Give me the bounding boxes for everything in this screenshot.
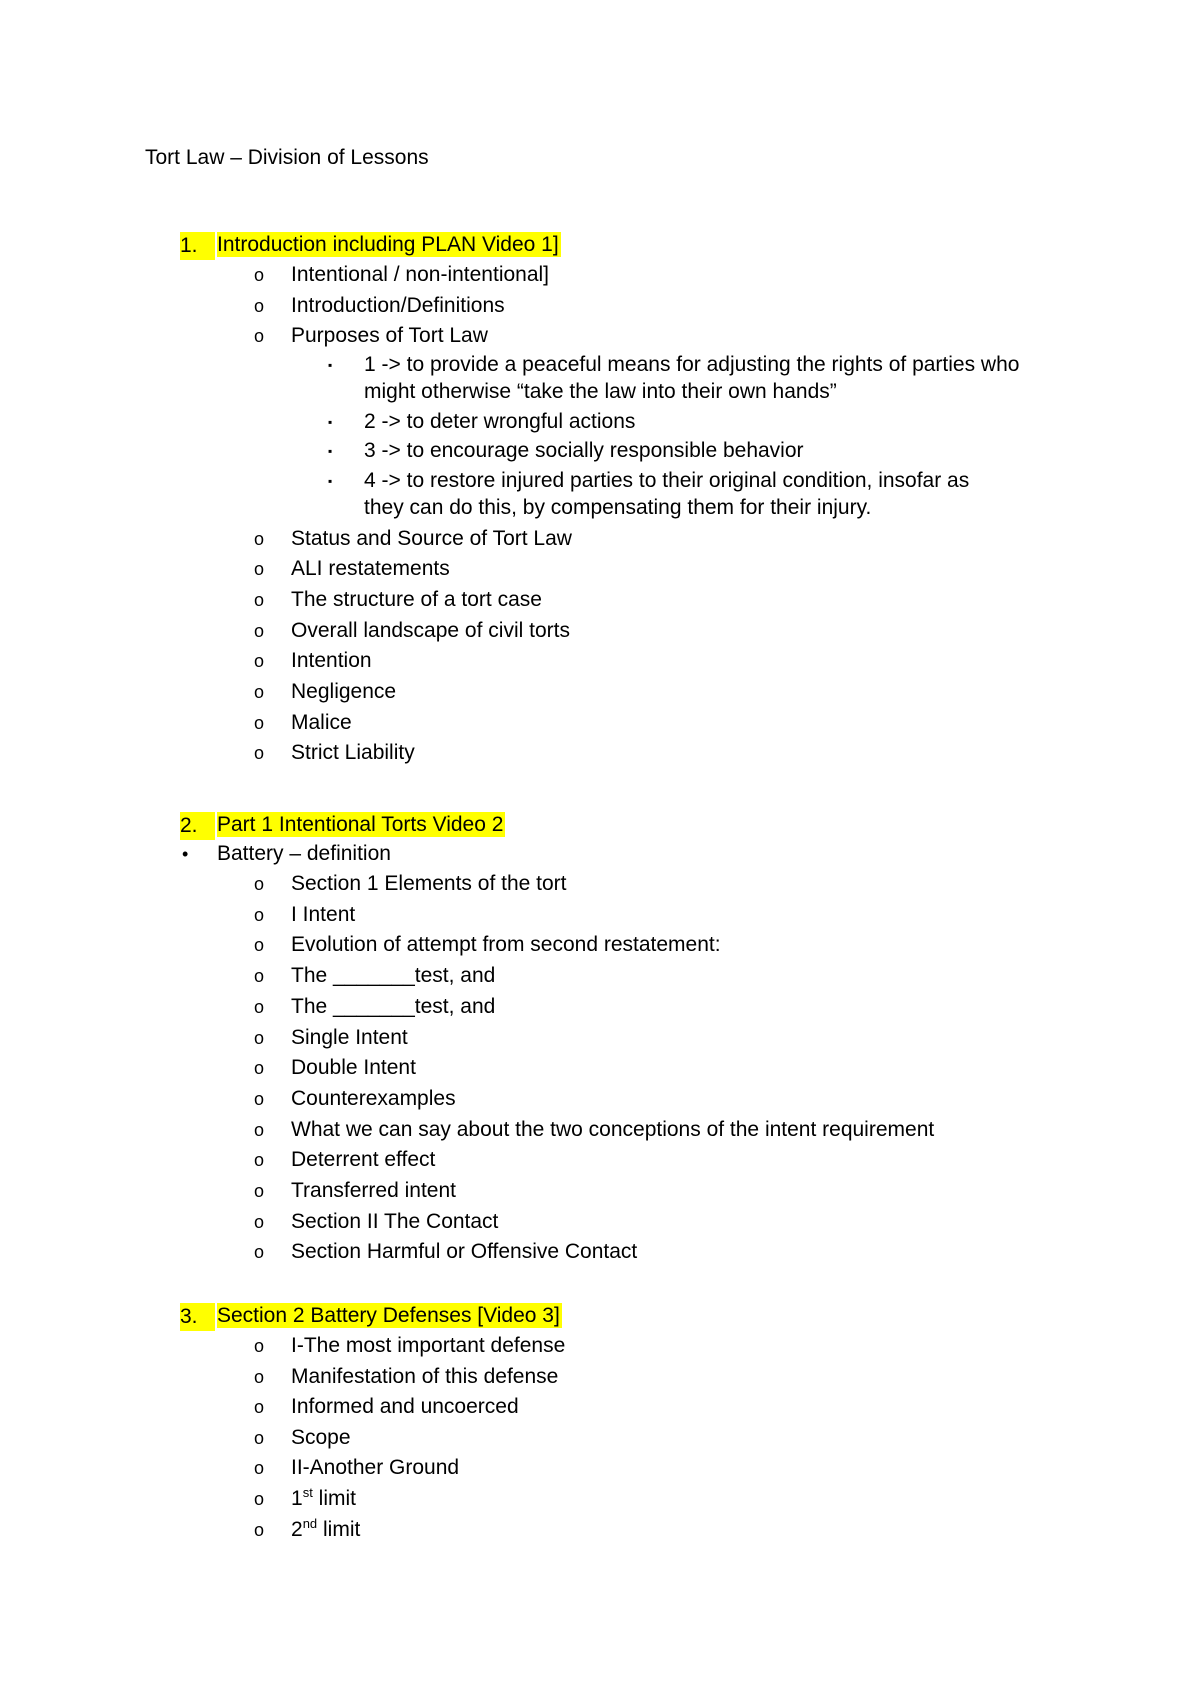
section-number: 1. <box>180 232 215 260</box>
list-item-text: Strict Liability <box>291 741 415 765</box>
list-item-text: Transferred intent <box>291 1179 456 1202</box>
circle-bullet-icon: o <box>254 874 265 894</box>
circle-bullet-icon: o <box>254 1366 265 1387</box>
list-item-text: Section II The Contact <box>291 1209 499 1233</box>
list-item-text: ALI restatements <box>291 557 450 581</box>
section-number: 2. <box>180 812 215 840</box>
circle-bullet-icon: o <box>254 1058 265 1079</box>
list-item-text: Section Harmful or Offensive Contact <box>291 1240 638 1264</box>
list-item-text: II-Another Ground <box>291 1456 460 1480</box>
square-bullet-icon: ▪ <box>328 444 333 458</box>
list-item-text: Negligence <box>291 680 397 703</box>
circle-bullet-icon: o <box>254 996 265 1017</box>
circle-bullet-icon: o <box>254 1397 265 1418</box>
circle-bullet-icon: o <box>254 265 265 285</box>
sub-list-item-continuation: might otherwise “take the law into their own hands” <box>364 379 837 403</box>
list-item-text: Intentional / non-intentional] <box>291 263 550 286</box>
list-item-text: The _______test, and <box>291 994 496 1018</box>
square-bullet-icon: ▪ <box>328 414 333 429</box>
section-heading <box>180 1303 562 1329</box>
section-heading <box>180 232 561 258</box>
circle-bullet-icon: o <box>254 559 265 580</box>
section-heading-text: Introduction including PLAN Video 1] <box>217 233 559 256</box>
document-title: Tort Law – Division of Lessons <box>145 146 429 169</box>
circle-bullet-icon: o <box>254 682 265 702</box>
list-item-text: I Intent <box>291 902 356 926</box>
circle-bullet-icon: o <box>254 1088 265 1109</box>
circle-bullet-icon: o <box>254 1519 265 1540</box>
circle-bullet-icon: o <box>254 589 265 610</box>
list-item-text: Malice <box>291 710 352 734</box>
circle-bullet-icon: o <box>254 651 265 672</box>
section-heading <box>180 812 505 838</box>
circle-bullet-icon: o <box>254 620 265 641</box>
circle-bullet-icon: o <box>254 1489 265 1509</box>
list-item-text: What we can say about the two conceptions of the intent requirement <box>291 1117 935 1141</box>
list-item-text: Manifestation of this defense <box>291 1364 559 1388</box>
circle-bullet-icon: o <box>254 1181 265 1201</box>
list-item-text: The _______test, and <box>291 964 496 988</box>
list-item-text: 2nd limit <box>291 1515 361 1541</box>
square-bullet-icon: ▪ <box>328 473 333 488</box>
circle-bullet-icon: o <box>254 1027 265 1048</box>
circle-bullet-icon: o <box>254 1336 265 1356</box>
list-item-text: I-The most important defense <box>291 1334 566 1357</box>
circle-bullet-icon: o <box>254 1458 265 1479</box>
list-item-text: Deterrent effect <box>291 1148 436 1172</box>
circle-bullet-icon: o <box>254 1427 265 1448</box>
section-heading-text: Part 1 Intentional Torts Video 2 <box>217 813 504 836</box>
circle-bullet-icon: o <box>254 712 265 733</box>
circle-bullet-icon: o <box>254 295 265 316</box>
list-item-text: Intention <box>291 649 372 673</box>
circle-bullet-icon: o <box>254 1211 265 1232</box>
circle-bullet-icon: o <box>254 935 265 956</box>
sub-list-item-text: 1 -> to provide a peaceful means for adjusting the rights of parties who <box>364 352 1020 376</box>
circle-bullet-icon: o <box>254 1119 265 1140</box>
section-heading-text: Section 2 Battery Defenses [Video 3] <box>217 1304 560 1327</box>
dot-bullet-icon: • <box>182 844 189 864</box>
list-item-text: Scope <box>291 1425 351 1449</box>
circle-bullet-icon: o <box>254 326 265 346</box>
list-item-text: The structure of a tort case <box>291 587 542 611</box>
list-item-text: Overall landscape of civil torts <box>291 618 570 642</box>
sub-list-item-text: 4 -> to restore injured parties to their original condition, insofar as <box>364 468 970 492</box>
circle-bullet-icon: o <box>254 1150 265 1171</box>
sub-list-item-continuation: they can do this, by compensating them for their injury. <box>364 495 872 519</box>
list-item-text: Introduction/Definitions <box>291 293 505 317</box>
circle-bullet-icon: o <box>254 743 265 764</box>
list-item-text: Double Intent <box>291 1056 416 1080</box>
list-item-text: 1st limit <box>291 1485 356 1510</box>
circle-bullet-icon: o <box>254 1242 265 1263</box>
list-item-text: Purposes of Tort Law <box>291 324 488 347</box>
list-item-text: Section 1 Elements of the tort <box>291 872 567 895</box>
circle-bullet-icon: o <box>254 966 265 987</box>
square-bullet-icon: ▪ <box>328 357 333 372</box>
circle-bullet-icon: o <box>254 904 265 925</box>
list-item-text: Status and Source of Tort Law <box>291 526 572 550</box>
list-item-text: Counterexamples <box>291 1086 456 1110</box>
bullet-item-text: Battery – definition <box>217 842 391 865</box>
section-number: 3. <box>180 1303 215 1331</box>
list-item-text: Single Intent <box>291 1025 408 1049</box>
circle-bullet-icon: o <box>254 528 265 549</box>
sub-list-item-text: 2 -> to deter wrongful actions <box>364 409 636 433</box>
sub-list-item-text: 3 -> to encourage socially responsible behavior <box>364 439 804 462</box>
list-item-text: Evolution of attempt from second restatement: <box>291 933 721 957</box>
list-item-text: Informed and uncoerced <box>291 1395 519 1419</box>
